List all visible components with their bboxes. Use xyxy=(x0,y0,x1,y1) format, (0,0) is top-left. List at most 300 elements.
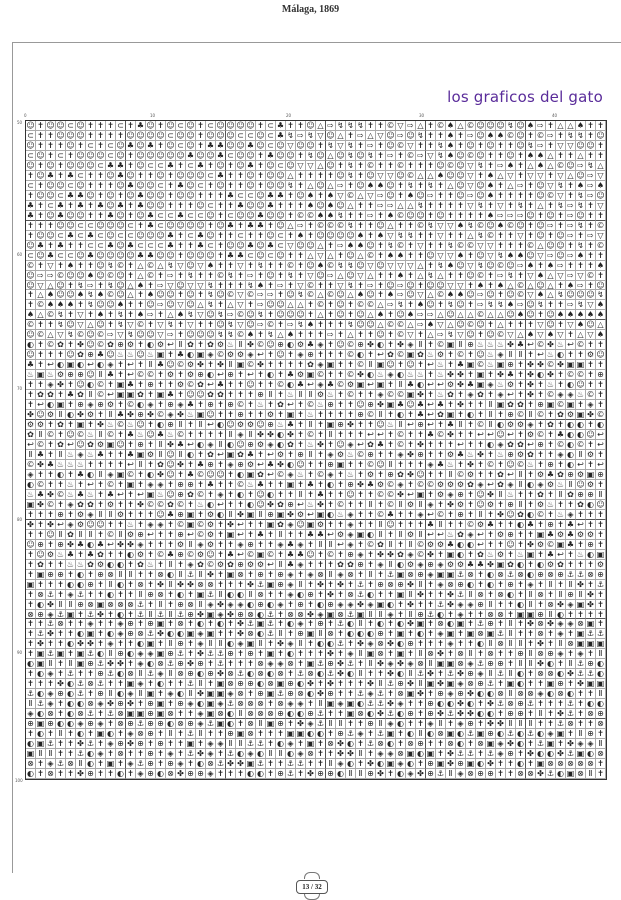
chart-cell: ✝ xyxy=(236,500,246,510)
chart-cell: ⚓ xyxy=(316,719,325,729)
chart-cell: ✝ xyxy=(216,570,226,580)
chart-cell: ⇨ xyxy=(356,131,366,141)
chart-cell: ✝ xyxy=(576,510,586,520)
chart-cell: ✝ xyxy=(466,739,476,749)
chart-cell: ✤ xyxy=(126,699,136,709)
chart-cell: ✝ xyxy=(276,271,286,281)
chart-cell: ▽ xyxy=(556,141,566,151)
chart-cell: ☺ xyxy=(96,300,105,310)
chart-cell: ✝ xyxy=(156,639,166,649)
chart-cell: ◐ xyxy=(336,769,346,779)
chart-cell: ▣ xyxy=(586,469,595,479)
chart-cell: Ⅱ xyxy=(146,360,156,370)
chart-cell: ✝ xyxy=(56,350,66,360)
chart-cell: ✤ xyxy=(456,400,466,410)
chart-cell: ⊕ xyxy=(176,480,186,490)
chart-cell: ⚓ xyxy=(206,649,215,659)
chart-cell: ↯ xyxy=(506,121,516,131)
chart-cell: ◈ xyxy=(326,450,336,460)
chart-cell: ✝ xyxy=(456,639,466,649)
chart-cell: ✝ xyxy=(126,261,136,271)
chart-cell: ☺ xyxy=(276,250,285,260)
chart-cell: ☺ xyxy=(146,430,155,440)
chart-cell: ✤ xyxy=(416,390,426,400)
chart-cell: ⊕ xyxy=(496,659,506,669)
chart-cell: ⊕ xyxy=(506,360,516,370)
chart-cell: ◈ xyxy=(556,649,566,659)
chart-cell: Ⅱ xyxy=(396,500,406,510)
chart-cell: ✝ xyxy=(216,261,226,271)
chart-cell: ✤ xyxy=(396,659,406,669)
chart-cell: ⚙ xyxy=(216,559,225,569)
chart-cell: ◐ xyxy=(516,520,526,530)
chart-cell: ◈ xyxy=(296,699,306,709)
chart-cell: ⊂ xyxy=(246,251,256,261)
chart-cell: ☺ xyxy=(116,240,125,250)
chart-cell: Ⅱ xyxy=(256,639,266,649)
chart-cell: ✝ xyxy=(166,191,176,201)
chart-cell: © xyxy=(156,410,165,420)
chart-cell: ◐ xyxy=(236,749,246,759)
chart-cell: ✝ xyxy=(106,769,116,779)
chart-cell: ▽ xyxy=(396,121,406,131)
chart-cell: ✝ xyxy=(596,390,606,400)
chart-cell: ✝ xyxy=(26,380,36,390)
chart-cell: ✝ xyxy=(216,769,226,779)
chart-cell: ◐ xyxy=(596,420,606,430)
chart-cell: Ⅱ xyxy=(226,510,236,520)
chart-cell: ⚓ xyxy=(186,749,195,759)
chart-cell: ☺ xyxy=(456,170,465,180)
chart-cell: ☺ xyxy=(156,290,165,300)
chart-cell: © xyxy=(536,410,545,420)
chart-cell: ✝ xyxy=(356,540,366,550)
chart-cell: ♣ xyxy=(216,150,225,160)
chart-cell: ✝ xyxy=(496,580,506,590)
chart-cell: ☺ xyxy=(456,180,465,190)
chart-cell: © xyxy=(106,529,115,539)
chart-cell: ⊗ xyxy=(266,679,276,689)
chart-cell: ⊗ xyxy=(496,610,506,620)
chart-cell: © xyxy=(306,400,315,410)
chart-cell: ♣ xyxy=(476,559,485,569)
chart-cell: ✤ xyxy=(436,709,446,719)
chart-cell: ♠ xyxy=(406,190,415,200)
axis-top-label: 30 xyxy=(419,113,425,118)
chart-cell: ↩ xyxy=(206,380,216,390)
chart-cell: ✝ xyxy=(456,211,466,221)
chart-cell: ▣ xyxy=(306,659,315,669)
chart-cell: ◐ xyxy=(286,340,296,350)
chart-cell: ▣ xyxy=(566,400,575,410)
chart-cell: ⊕ xyxy=(76,600,86,610)
chart-cell: ☺ xyxy=(166,450,175,459)
chart-cell: ⊕ xyxy=(596,709,606,719)
chart-cell: ♨ xyxy=(146,559,155,569)
chart-cell: ☺ xyxy=(136,140,145,150)
chart-cell: ✝ xyxy=(586,261,596,271)
chart-cell: ✝ xyxy=(486,281,496,291)
chart-cell: ▣ xyxy=(576,749,585,759)
chart-cell: ⊕ xyxy=(256,600,266,610)
chart-cell: △ xyxy=(416,121,426,131)
chart-cell: ▽ xyxy=(456,330,466,340)
chart-cell: ✝ xyxy=(216,749,226,759)
chart-cell: ⊕ xyxy=(116,340,126,350)
chart-cell: © xyxy=(466,240,475,250)
chart-cell: ✝ xyxy=(96,281,106,291)
chart-cell: ◐ xyxy=(536,749,546,759)
chart-cell: Ⅱ xyxy=(66,600,76,610)
chart-cell: ⚓ xyxy=(46,739,55,749)
chart-cell: Ⅱ xyxy=(526,590,536,600)
chart-cell: ♨ xyxy=(496,380,505,390)
chart-cell: ◐ xyxy=(566,440,576,450)
chart-cell: ✝ xyxy=(176,370,186,380)
chart-cell: ✝ xyxy=(206,161,216,171)
chart-cell: © xyxy=(396,240,405,250)
chart-cell: ⚓ xyxy=(466,749,475,759)
chart-cell: ▽ xyxy=(366,191,376,201)
chart-cell: ↯ xyxy=(226,271,236,281)
chart-cell: ⇨ xyxy=(516,300,526,310)
chart-cell: ▣ xyxy=(446,679,455,689)
chart-cell: ✿ xyxy=(396,470,406,480)
chart-cell: ▣ xyxy=(316,509,325,519)
chart-cell: ⊕ xyxy=(586,540,596,550)
chart-cell: ⊂ xyxy=(86,141,96,151)
chart-cell: ⇨ xyxy=(166,271,176,281)
chart-cell: ✝ xyxy=(516,629,526,639)
chart-cell: ✤ xyxy=(156,470,166,480)
chart-cell: Ⅱ xyxy=(376,530,386,540)
chart-cell: ◈ xyxy=(566,619,576,629)
chart-cell: ↯ xyxy=(126,330,136,340)
chart-cell: ✤ xyxy=(316,440,326,450)
chart-cell: ⚙ xyxy=(146,450,155,459)
chart-cell: ↩ xyxy=(486,430,496,440)
chart-cell: ☺ xyxy=(86,330,95,340)
chart-cell: ⊗ xyxy=(436,619,446,629)
chart-cell: ✝ xyxy=(386,340,396,350)
chart-cell: ✝ xyxy=(316,590,326,600)
chart-cell: ⊕ xyxy=(196,370,206,380)
chart-cell: ✝ xyxy=(516,241,526,251)
chart-cell: ✝ xyxy=(296,649,306,659)
chart-cell: ✝ xyxy=(36,520,46,530)
chart-cell: ⊕ xyxy=(376,580,386,590)
chart-cell: ⊗ xyxy=(536,669,546,679)
chart-cell: ⚓ xyxy=(476,659,485,669)
chart-cell: ☺ xyxy=(376,260,385,270)
chart-cell: ☺ xyxy=(486,140,495,150)
chart-cell: ✝ xyxy=(46,221,56,231)
chart-cell: Ⅱ xyxy=(356,749,366,759)
chart-cell: ✤ xyxy=(236,759,246,769)
chart-cell: ✝ xyxy=(576,560,586,570)
chart-cell: Ⅱ xyxy=(106,580,116,590)
chart-cell: ✤ xyxy=(406,450,416,460)
chart-cell: ◐ xyxy=(86,380,96,390)
chart-cell: ✝ xyxy=(476,440,486,450)
chart-cell: ♠ xyxy=(366,180,375,190)
chart-cell: ✝ xyxy=(146,570,156,580)
chart-cell: © xyxy=(396,160,405,170)
chart-cell: ⊂ xyxy=(186,161,196,171)
chart-cell: © xyxy=(386,489,395,499)
chart-cell: ✝ xyxy=(186,709,196,719)
chart-cell: Ⅱ xyxy=(296,490,306,500)
chart-cell: Ⅱ xyxy=(516,659,526,669)
chart-cell: ✝ xyxy=(466,490,476,500)
chart-cell: ♣ xyxy=(176,210,185,220)
chart-cell: ↩ xyxy=(426,400,436,410)
chart-cell: ♠ xyxy=(116,300,125,310)
chart-cell: Ⅱ xyxy=(526,719,536,729)
chart-cell: ◈ xyxy=(106,639,116,649)
chart-cell: ♨ xyxy=(136,430,145,440)
chart-cell: Ⅱ xyxy=(546,610,556,620)
chart-cell: ☺ xyxy=(236,210,245,220)
chart-cell: ✝ xyxy=(306,699,316,709)
chart-cell: ↯ xyxy=(466,221,476,231)
chart-cell: ✝ xyxy=(576,719,586,729)
chart-cell: ♣ xyxy=(556,430,565,440)
chart-cell: ✝ xyxy=(446,191,456,201)
chart-cell: ☺ xyxy=(406,130,415,140)
chart-cell: ♨ xyxy=(346,469,355,479)
chart-cell: ◐ xyxy=(196,699,206,709)
chart-cell: ♨ xyxy=(126,519,135,529)
chart-cell: ⊗ xyxy=(276,669,286,679)
chart-cell: Ⅱ xyxy=(176,420,186,430)
chart-cell: ✝ xyxy=(226,201,236,211)
chart-cell: ◐ xyxy=(586,550,596,560)
chart-cell: ✝ xyxy=(596,151,606,161)
chart-cell: ▣ xyxy=(356,609,365,619)
chart-cell: ♣ xyxy=(176,180,185,190)
chart-cell: ⊕ xyxy=(186,480,196,490)
chart-cell: ✝ xyxy=(186,500,196,510)
chart-cell: Ⅱ xyxy=(136,460,146,470)
chart-cell: ✝ xyxy=(446,719,456,729)
chart-cell: ⊗ xyxy=(396,749,406,759)
chart-cell: ▣ xyxy=(546,400,555,410)
chart-cell: ♠ xyxy=(486,210,495,220)
chart-cell: ▣ xyxy=(556,539,565,549)
chart-cell: ⇨ xyxy=(256,300,266,310)
chart-cell: © xyxy=(386,499,395,509)
chart-cell: Ⅱ xyxy=(506,619,516,629)
chart-cell: ◐ xyxy=(116,580,126,590)
chart-cell: ♣ xyxy=(546,549,555,559)
chart-cell: ♣ xyxy=(46,170,55,180)
chart-cell: Ⅱ xyxy=(456,420,466,430)
chart-cell: ✤ xyxy=(86,639,96,649)
chart-cell: ◈ xyxy=(106,360,116,370)
chart-cell: ☺ xyxy=(236,160,245,170)
chart-cell: ◈ xyxy=(296,619,306,629)
chart-cell: ✝ xyxy=(426,231,436,241)
chart-cell: ✝ xyxy=(476,330,486,340)
chart-cell: ▣ xyxy=(266,579,275,589)
chart-cell: ✝ xyxy=(516,370,526,380)
chart-cell: ◈ xyxy=(366,600,376,610)
chart-cell: © xyxy=(236,400,245,410)
chart-cell: ✝ xyxy=(226,769,236,779)
chart-cell: ⊕ xyxy=(456,689,466,699)
chart-cell: ▣ xyxy=(266,689,275,699)
chart-cell: ☺ xyxy=(96,519,105,529)
chart-cell: ✝ xyxy=(266,639,276,649)
chart-cell: ✝ xyxy=(596,520,606,530)
chart-cell: ✝ xyxy=(416,281,426,291)
chart-cell: ✝ xyxy=(496,500,506,510)
chart-cell: ▽ xyxy=(56,330,66,340)
chart-cell: ↩ xyxy=(366,430,376,440)
chart-cell: ▽ xyxy=(166,281,176,291)
chart-cell: ✤ xyxy=(446,430,456,440)
chart-cell: © xyxy=(366,250,375,260)
chart-cell: ☺ xyxy=(326,130,335,140)
chart-cell: Ⅱ xyxy=(136,689,146,699)
chart-cell: ✝ xyxy=(376,141,386,151)
chart-cell: ✤ xyxy=(236,629,246,639)
chart-cell: △ xyxy=(546,151,556,161)
chart-cell: ⊕ xyxy=(256,570,266,580)
chart-cell: ⊂ xyxy=(236,131,246,141)
chart-cell: ✝ xyxy=(146,510,156,520)
chart-cell: ⊗ xyxy=(496,689,506,699)
chart-cell: △ xyxy=(526,161,536,171)
chart-cell: ✝ xyxy=(196,290,206,300)
chart-cell: ✝ xyxy=(36,360,46,370)
chart-cell: ⚙ xyxy=(536,539,545,549)
chart-cell: ▣ xyxy=(66,609,75,619)
chart-cell: ♣ xyxy=(126,450,135,459)
chart-cell: ◈ xyxy=(526,420,536,430)
chart-cell: ✝ xyxy=(96,460,106,470)
chart-cell: ✤ xyxy=(306,610,316,620)
chart-cell: ♠ xyxy=(486,180,495,190)
chart-cell: ◐ xyxy=(326,639,336,649)
chart-cell: ☺ xyxy=(506,310,515,320)
chart-cell: △ xyxy=(286,171,296,181)
chart-cell: ✝ xyxy=(406,719,416,729)
chart-cell: ◐ xyxy=(36,600,46,610)
chart-cell: Ⅱ xyxy=(326,570,336,580)
chart-cell: Ⅱ xyxy=(46,659,56,669)
chart-cell: ✝ xyxy=(596,480,606,490)
chart-cell: ✝ xyxy=(596,141,606,151)
chart-cell: ⊗ xyxy=(216,709,226,719)
chart-cell: ✿ xyxy=(46,390,56,400)
chart-cell: ⚓ xyxy=(216,759,225,769)
chart-cell: ♨ xyxy=(506,489,515,499)
chart-cell: ✝ xyxy=(86,590,96,600)
chart-cell: ✝ xyxy=(576,350,586,360)
chart-cell: ✝ xyxy=(96,171,106,181)
chart-cell: ⚓ xyxy=(136,609,145,619)
chart-cell: © xyxy=(566,370,575,380)
chart-cell: ☺ xyxy=(156,190,165,200)
chart-cell: ◈ xyxy=(346,649,356,659)
chart-cell: ✿ xyxy=(276,500,286,510)
chart-cell: © xyxy=(276,469,285,479)
chart-cell: ⊂ xyxy=(56,251,66,261)
chart-cell: ▽ xyxy=(316,251,326,261)
chart-cell: ✝ xyxy=(36,470,46,480)
chart-cell: ↯ xyxy=(396,231,406,241)
chart-cell: ⊗ xyxy=(176,719,186,729)
chart-cell: ⊂ xyxy=(106,151,116,161)
chart-cell: ✝ xyxy=(46,450,56,460)
chart-cell: ◈ xyxy=(86,400,96,410)
chart-cell: ✤ xyxy=(336,659,346,669)
chart-cell: ⊕ xyxy=(186,769,196,779)
chart-cell: ☺ xyxy=(86,340,95,350)
chart-cell: ✝ xyxy=(256,540,266,550)
chart-cell: ♠ xyxy=(546,330,555,340)
chart-cell: ☺ xyxy=(516,220,525,230)
chart-cell: ☺ xyxy=(486,330,495,340)
chart-cell: ◈ xyxy=(106,470,116,480)
chart-cell: ⚓ xyxy=(46,649,55,659)
chart-cell: ✝ xyxy=(66,619,76,629)
chart-cell: ▣ xyxy=(106,440,115,450)
chart-cell: ◐ xyxy=(316,669,326,679)
chart-cell: ▣ xyxy=(36,569,45,579)
chart-cell: ✝ xyxy=(576,689,586,699)
chart-cell: ✝ xyxy=(356,460,366,470)
chart-cell: ▽ xyxy=(486,251,496,261)
chart-cell: ▣ xyxy=(566,769,575,779)
chart-cell: ⊗ xyxy=(386,580,396,590)
chart-cell: ✿ xyxy=(276,520,286,530)
chart-cell: © xyxy=(596,220,605,230)
chart-cell: ♨ xyxy=(76,559,85,569)
chart-cell: ▽ xyxy=(556,271,566,281)
chart-cell: ⊕ xyxy=(236,560,246,570)
chart-cell: ✝ xyxy=(236,271,246,281)
chart-cell: ⊗ xyxy=(46,769,56,779)
chart-cell: ✝ xyxy=(296,570,306,580)
chart-cell: ⊕ xyxy=(226,400,236,410)
chart-cell: ✝ xyxy=(376,669,386,679)
chart-cell: ✝ xyxy=(96,709,106,719)
chart-cell: ⇨ xyxy=(586,181,596,191)
chart-cell: ↯ xyxy=(296,320,306,330)
chart-cell: Ⅱ xyxy=(256,719,266,729)
chart-cell: ♠ xyxy=(456,220,465,230)
chart-cell: ⊂ xyxy=(126,221,136,231)
chart-cell: ◐ xyxy=(66,719,76,729)
chart-cell: ✝ xyxy=(386,410,396,420)
chart-cell: ✝ xyxy=(526,181,536,191)
chart-cell: ◐ xyxy=(156,769,166,779)
chart-cell: Ⅱ xyxy=(326,540,336,550)
chart-cell: ✝ xyxy=(476,460,486,470)
chart-cell: ✝ xyxy=(156,540,166,550)
chart-cell: ☺ xyxy=(576,380,585,390)
chart-cell: ☺ xyxy=(116,250,125,260)
chart-cell: ♠ xyxy=(206,260,215,270)
chart-cell: ✝ xyxy=(536,719,546,729)
chart-cell: Ⅱ xyxy=(196,600,206,610)
chart-cell: © xyxy=(596,240,605,250)
chart-cell: ✝ xyxy=(416,141,426,151)
chart-cell: ⚙ xyxy=(36,420,45,430)
